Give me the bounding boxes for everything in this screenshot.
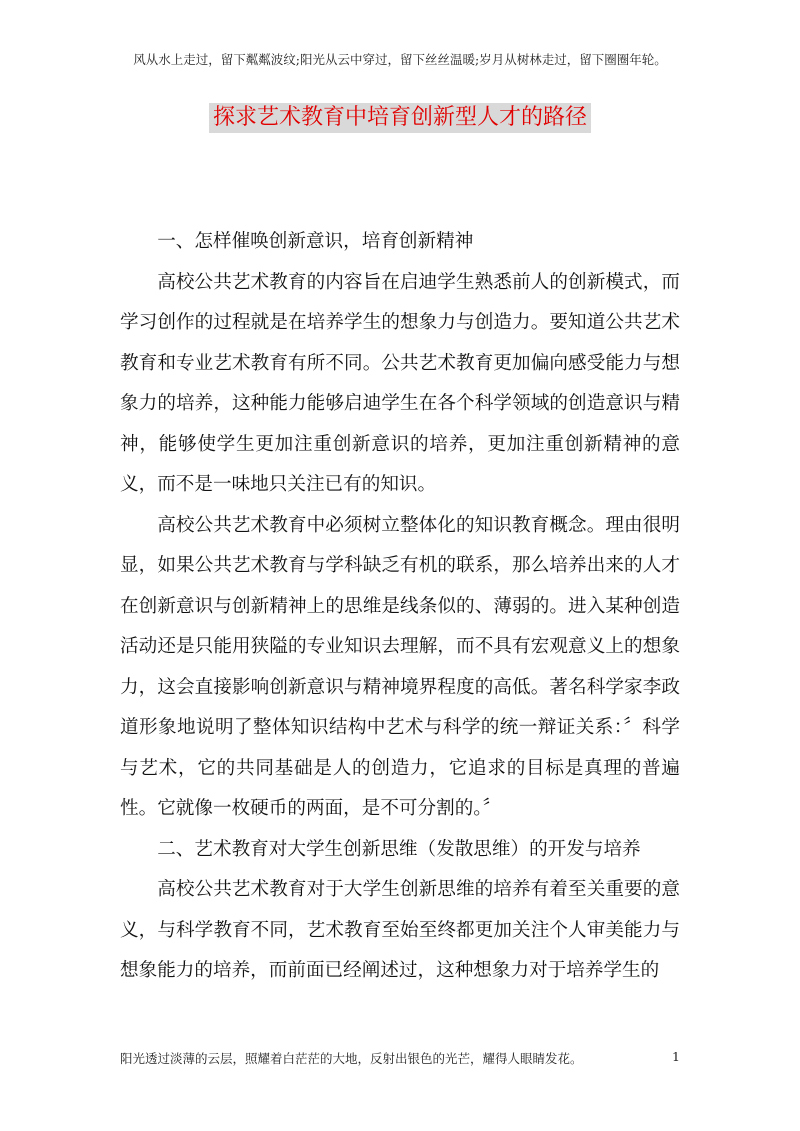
body-paragraph-2: 高校公共艺术教育中必须树立整体化的知识教育概念。理由很明显，如果公共艺术教育与学科缺乏有机的联系，那么培养出来的人才在创新意识与创新精神上的思维是线条似的、薄弱的。进入某种创造活动还是只能用狭隘的专业知识去理解，而不具有宏观意义上的想象力，这会直接影响创新意识与精神境界程度的高低。著名科学家李政道形象地说明了整体知识结构中艺术与科学的统一辩证关系：〞科学与艺术，它的共同基础是人的创造力，它追求的目标是真理的普遍性。它就像一枚硬币的两面，是不可分割的。〞 [120, 514, 680, 819]
section-heading-2: 二、艺术教育对大学生创新思维（发散思维）的开发与培养 [157, 838, 641, 860]
body-paragraph-1: 高校公共艺术教育的内容旨在启迪学生熟悉前人的创新模式，而学习创作的过程就是在培养学生的想象力与创造力。要知道公共艺术教育和专业艺术教育有所不同。公共艺术教育更加偏向感受能力与想象力的培养，这种能力能够启迪学生在各个科学领域的创造意识与精神，能够使学生更加注重创新意识的培养，更加注重创新精神的意义，而不是一味地只关注已有的知识。 [120, 271, 680, 495]
document-body [120, 222, 680, 992]
page-header: 风从水上走过，留下粼粼波纹;阳光从云中穿过，留下丝丝温暖;岁月从树林走过，留下圈圈年轮。 [133, 52, 667, 67]
document-title-text: 探求艺术教育中培育创新型人才的路径 [209, 103, 591, 133]
section-heading-1: 一、怎样催唤创新意识，培育创新精神 [157, 231, 474, 252]
page-footer: 阳光透过淡薄的云层，照耀着白茫茫的大地，反射出银色的光芒，耀得人眼睛发花。 [120, 1051, 583, 1066]
body-paragraph-3: 高校公共艺术教育对于大学生创新思维的培养有着至关重要的意义，与科学教育不同，艺术教育至始至终都更加关注个人审美能力与想象能力的培养，而前面已经阐述过，这种想象力对于培养学生的 [120, 879, 680, 981]
document-title [0, 103, 800, 133]
page-number: 1 [672, 1049, 680, 1064]
